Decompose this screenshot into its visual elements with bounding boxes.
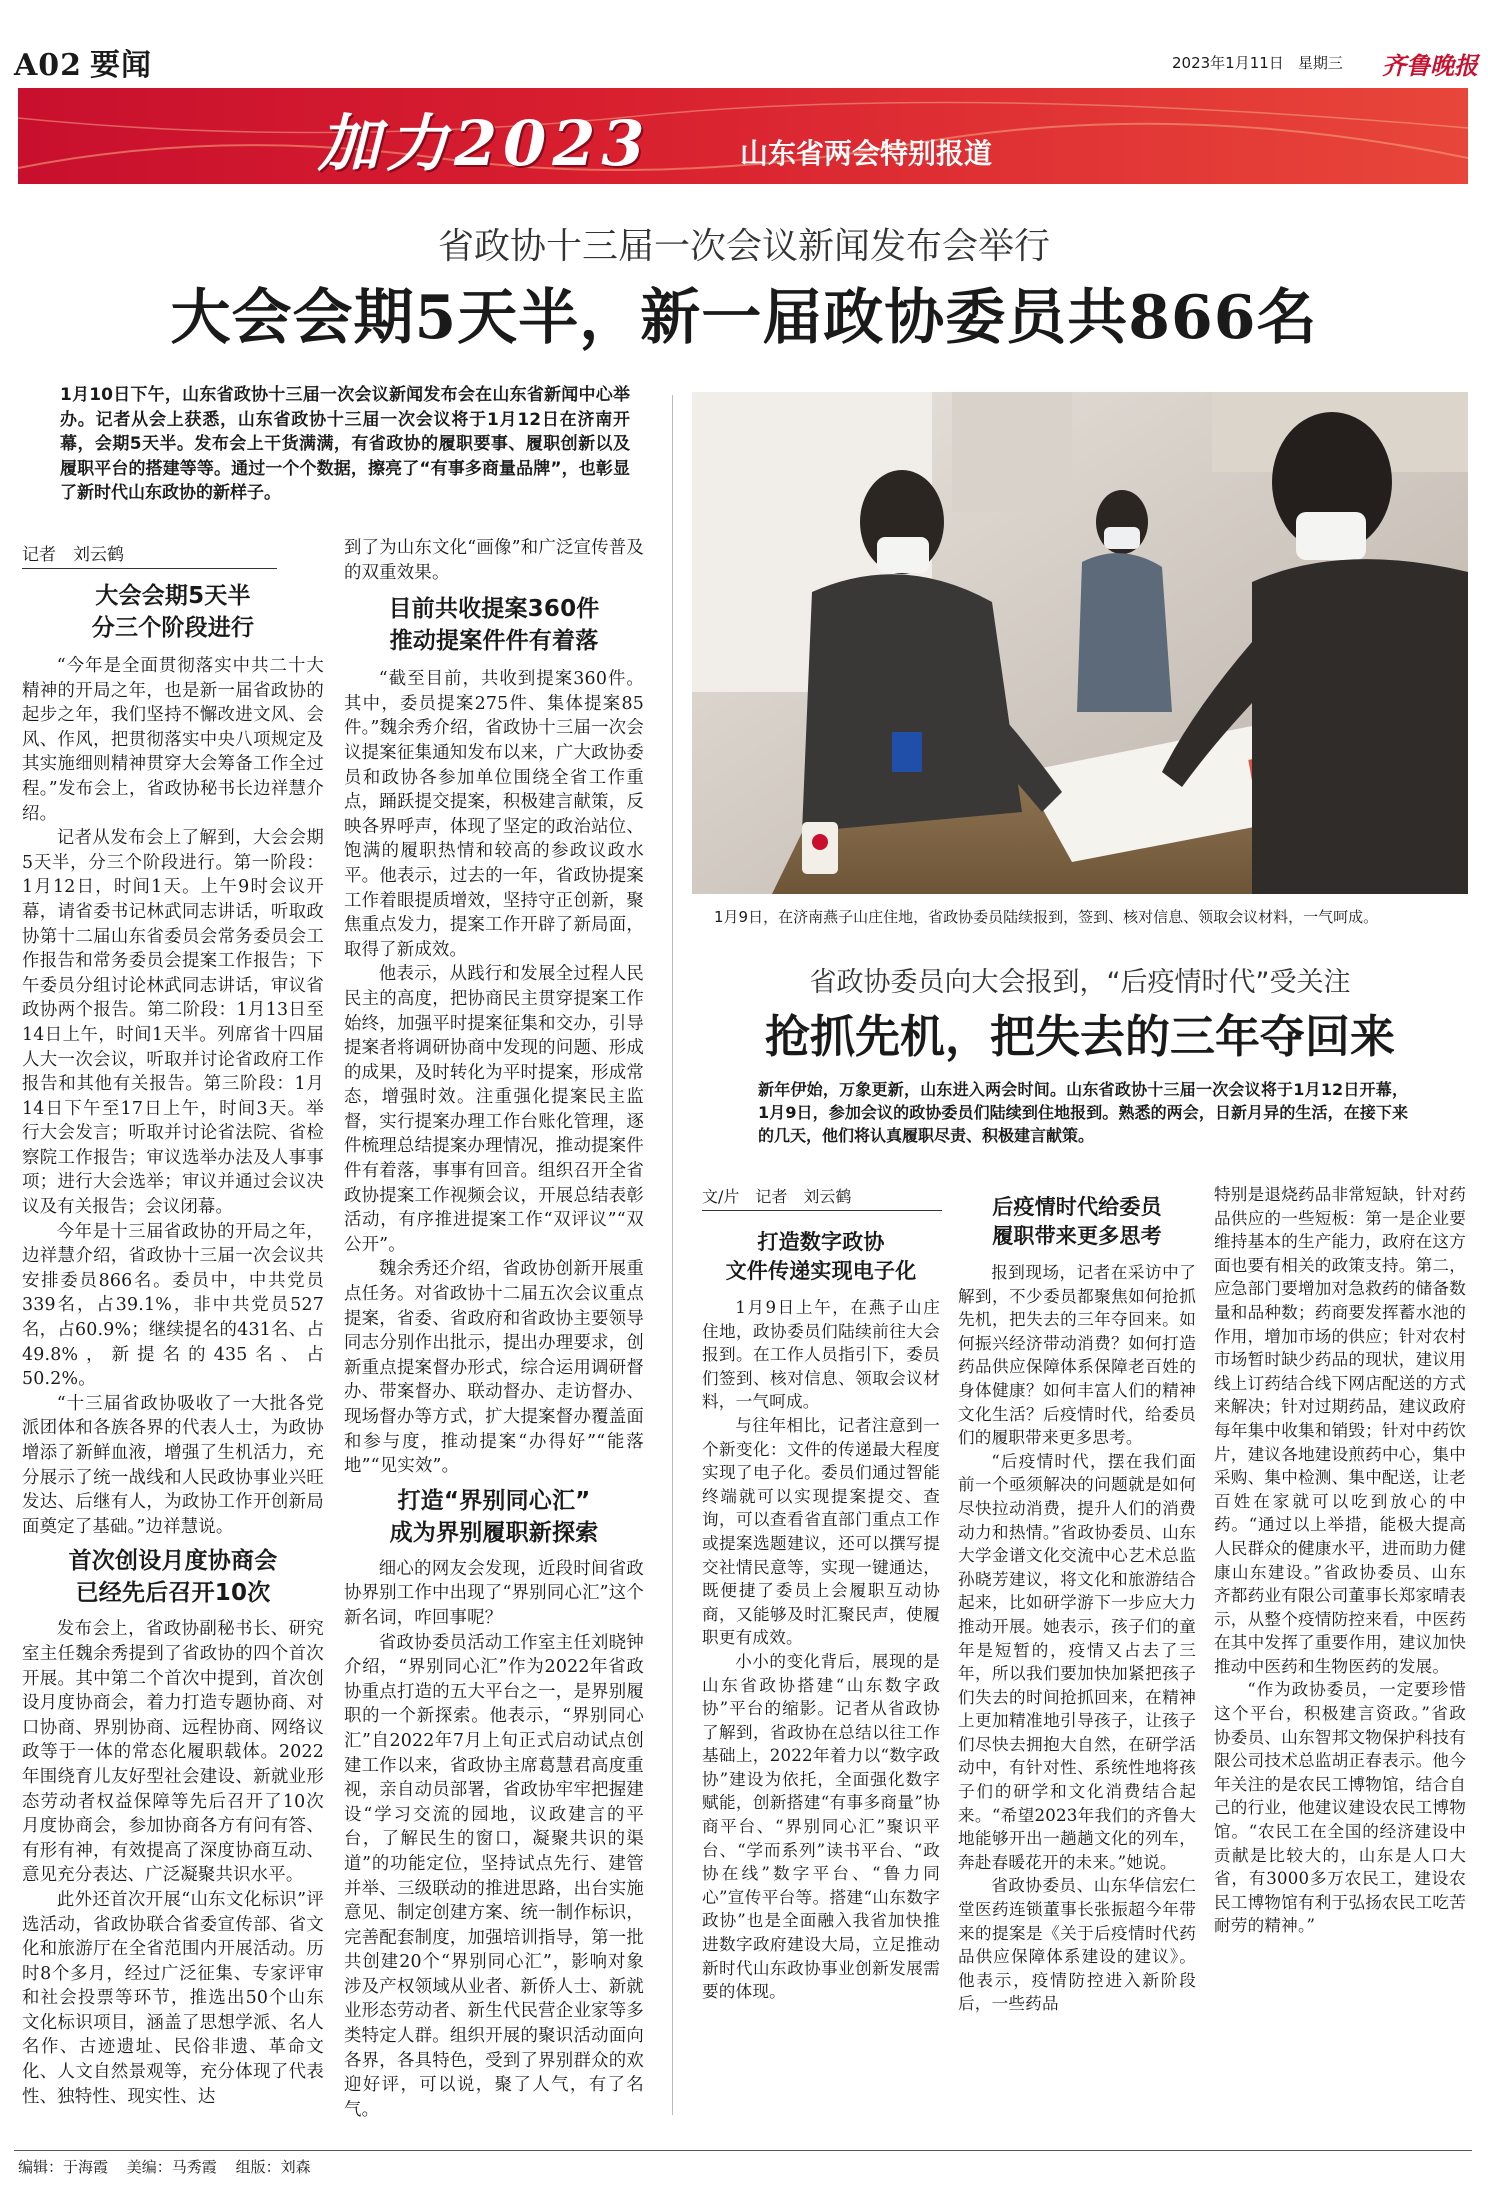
paragraph: “十三届省政协吸收了一大批各党派团体和各族各界的代表人士，为政协增添了新鲜血液，增强了生机活力，充分展示了统一战线和人民政协事业兴旺发达、后继有人，为政协工作开创新局面奠定了基础。”边祥慧说。: [22, 1393, 324, 1537]
paragraph: 记者从发布会上了解到，大会会期5天半，分三个阶段进行。第一阶段：1月12日，时间1天。上午9时会议开幕，请省委书记林武同志讲话，听取政协第十二届山东省委员会常务委员会工作报告和常务委员会提案工作报告；下午委员分组讨论林武同志讲话，审议省政协两个报告。第二阶段：1月13日至14日上午，时间1天半。列席省十四届人大一次会议，听取并讨论省政府工作报告和其他有关报告。第三阶段：1月14日下午至17日上午，时间3天。举行大会发言；听取并讨论省法院、省检察院工作报告；审议选举办法及人事事项；进行大会选举；审议并通过会议决议及有关报告；会议闭幕。: [22, 828, 324, 1218]
banner-subtitle: 山东省两会特别报道: [740, 137, 993, 170]
subhead: 打造“界别同心汇” 成为界别履职新探索: [389, 1487, 599, 1546]
subhead: 目前共收提案360件 推动提案件件有着落: [388, 596, 600, 655]
photo-caption: 1月9日，在济南燕子山庄住地，省政协委员陆续报到，签到、核对信息、领取会议材料，一气呵成。: [714, 908, 1379, 926]
page-code: A02 要闻: [14, 48, 153, 83]
column-divider: [672, 395, 673, 2115]
paragraph: 到了为山东文化“画像”和广泛宣传普及的双重效果。: [344, 538, 644, 583]
photo-illustration: [692, 392, 1468, 894]
article2-byline: 文/片 记者 刘云鹤: [702, 1184, 942, 1211]
paragraph: 特别是退烧药品非常短缺，针对药品供应的一些短板：第一是企业要维持基本的生产能力，政府在这方面也要有相关的政策支持。第二，应急部门要增加对急救药的储备数量和品种数；药商要发挥蓄水池的作用，增加市场的供应；针对农村市场暂时缺少药品的现状，建议用线上订药结合线下网店配送的方式来解决；针对过期药品，建议政府每年集中收集和销毁；针对中药饮片，建议各地建设煎药中心，集中采购、集中检测、集中配送，让老百姓在家就可以吃到放心的中药。“通过以上举措，能极大提高人民群众的健康水平，进而助力健康山东建设。”省政协委员、山东齐都药业有限公司董事长郑家晴表示，从整个疫情防控来看，中医药在其中发挥了重要作用，建议加快推动中医药和生物医药的发展。: [1214, 1185, 1466, 1676]
paragraph: “作为政协委员，一定要珍惜这个平台，积极建言资政。”省政协委员、山东智邦文物保护科技有限公司技术总监胡正春表示。他今年关注的是农民工博物馆，结合自己的行业，他建议建设农民工博物馆。“农民工在全国的经济建设中贡献是比较大的，山东是人口大省，有3000多万农民工，建设农民工博物馆有利于弘扬农民工吃苦耐劳的精神。”: [1214, 1680, 1466, 1936]
article2-kicker: 省政协委员向大会报到，“后疫情时代”受关注: [809, 967, 1351, 998]
paragraph: 今年是十三届省政协的开局之年，边祥慧介绍，省政协十三届一次会议共安排委员866名。委员中，中共党员339名，占39.1%，非中共党员527名，占60.9%；继续提名的431名、占49.8%，新提名的435名、占50.2%。: [22, 1221, 324, 1390]
section-label: 要闻: [90, 48, 153, 83]
paragraph: 省政协委员活动工作室主任刘晓钟介绍，“界别同心汇”作为2022年省政协重点打造的五大平台之一，是界别履职的一个新探索。他表示，“界别同心汇”自2022年7月上旬正式启动试点创建工作以来，省政协主席葛慧君高度重视，亲自动员部署，省政协牢牢把握建设“学习交流的园地，议政建言的平台，了解民生的窗口，凝聚共识的渠道”的功能定位，坚持试点先行、建管并举、三级联动的推进思路，出台实施意见、制定创建方案、统一制作标识，完善配套制度，加强培训指导，第一批共创建20个“界别同心汇”，影响对象涉及产权领域从业者、新侨人士、新就业形态劳动者、新生代民营企业家等多类特定人群。组织开展的聚识活动面向各界，各具特色，受到了界别群众的欢迎好评，可以说，聚了人气，有了名气。: [344, 1632, 644, 2120]
banner-title: 加力2023: [318, 107, 651, 180]
footer-editor: 编辑：于海霞: [18, 2158, 109, 2176]
paragraph: 发布会上，省政协副秘书长、研究室主任魏余秀提到了省政协的四个首次开展。其中第二个首次中提到，首次创设月度协商会，着力打造专题协商、对口协商、界别协商、远程协商、网络议政等于一体的常态化履职载体。2022年围绕育儿友好型社会建设、新就业形态劳动者权益保障等先后召开了10次月度协商会，参加协商各方有问有答、有形有神，有效提高了深度协商互动、意见充分表达、广泛凝聚共识水平。: [22, 1619, 324, 1886]
article1-headline: 大会会期5天半，新一届政协委员共866名: [170, 283, 1318, 353]
article2-column-3: [1214, 1183, 1466, 1938]
paragraph: “截至目前，共收到提案360件。其中，委员提案275件、集体提案85件。”魏余秀介绍，省政协十三届一次会议提案征集通知发布以来，广大政协委员和政协各参加单位围绕全省工作重点，踊跃提交提案，积极建言献策，反映各界呼声，体现了坚定的政治站位、饱满的履职热情和较高的参政议政水平。他表示，过去的一年，省政协提案工作着眼提质增效，坚持守正创新，聚焦重点发力，提案工作开辟了新局面，取得了新成效。: [344, 669, 644, 960]
paragraph: 省政协委员、山东华信宏仁堂医药连锁董事长张振超今年带来的提案是《关于后疫情时代药品供应保障体系建设的建议》。他表示，疫情防控进入新阶段后，一些药品: [958, 1876, 1196, 2014]
article1-column-1: [22, 572, 324, 2109]
footer-designer: 美编：马秀霞: [126, 2158, 217, 2176]
paragraph: “今年是全面贯彻落实中共二十大精神的开局之年，也是新一届省政协的起步之年，我们坚持不懈改进文风、会风、作风，把贯彻落实中央八项规定及其实施细则精神贯穿大会筹备工作全过程。”发布会上，省政协秘书长边祥慧介绍。: [22, 656, 324, 824]
article2-lead: 新年伊始，万象更新，山东进入两会时间。山东省政协十三届一次会议将于1月12日开幕，1月9日，参加会议的政协委员们陆续到住地报到。熟悉的两会，日新月异的生活，在接下来的几天，他们将认真履职尽责、积极建言献策。: [758, 1080, 1408, 1145]
footer-rule: [14, 2150, 1472, 2151]
subhead: 首次创设月度协商会 已经先后召开10次: [68, 1548, 278, 1607]
article2-column-1: [702, 1220, 940, 2004]
paragraph: 1月9日上午，在燕子山庄住地，政协委员们陆续前往大会报到。在工作人员指引下，委员们签到、核对信息、领取会议材料，一气呵成。: [702, 1298, 940, 1412]
article1-kicker: 省政协十三届一次会议新闻发布会举行: [437, 226, 1050, 267]
paper-logo: 齐鲁晚报: [1382, 51, 1478, 80]
paragraph: 与往年相比，记者注意到一个新变化：文件的传递最大程度实现了电子化。委员们通过智能终端就可以实现提案提交、查询，可以查看省直部门重点工作或提案选题建议，还可以撰写提交社情民意等，实现一键通达，既便捷了委员上会履职互动协商，又能够及时汇聚民声，使履职更有成效。: [702, 1415, 940, 1648]
article1-column-2: [344, 536, 644, 2122]
subhead: 后疫情时代给委员 履职带来更多思考: [992, 1195, 1162, 1248]
paragraph: “后疫情时代，摆在我们面前一个亟须解决的问题就是如何尽快拉动消费，提升人们的消费动力和热情。”省政协委员、山东大学金谱文化交流中心艺术总监孙晓芳建议，将文化和旅游结合起来，比如研学游下一步应大力推动开展。她表示，孩子们的童年是短暂的，疫情又占去了三年，所以我们要加快加紧把孩子们失去的时间抢抓回来，在精神上更加精准地引导孩子，让孩子们尽快去拥抱大自然，在研学活动中，有针对性、系统性地将孩子们的研学和文化消费结合起来。“希望2023年我们的齐鲁大地能够开出一趟趟文化的列车，奔赴春暖花开的未来。”她说。: [958, 1451, 1196, 1872]
paragraph: 他表示，从践行和发展全过程人民民主的高度，把协商民主贯穿提案工作始终，加强平时提案征集和交办，引导提案者将调研协商中发现的问题、形成的成果，及时转化为平时提案，形成常态，增强时效。注重强化提案民主监督，实行提案办理工作台账化管理，逐件梳理总结提案办理情况，推动提案件件有着落，事事有回音。组织召开全省政协提案工作视频会议，开展总结表彰活动，有序推进提案工作“双评议”“双公开”。: [344, 964, 644, 1255]
header-date: 2023年1月11日 星期三: [1172, 54, 1343, 72]
subhead: 大会会期5天半 分三个阶段进行: [91, 583, 255, 641]
paragraph: 此外还首次开展“山东文化标识”评选活动，省政协联合省委宣传部、省文化和旅游厅在全省范围内开展活动。历时8个多月，经过广泛征集、专家评审和社会投票等环节，推选出50个山东文化标识项目，涵盖了思想学派、名人名作、古迹遗址、民俗非遗、革命文化、人文自然景观等，充分体现了代表性、独特性、现实性、达: [22, 1889, 324, 2107]
article2-headline: 抢抓先机，把失去的三年夺回来: [764, 1010, 1395, 1063]
special-report-banner: [18, 88, 1468, 184]
paragraph: 报到现场，记者在采访中了解到，不少委员都聚焦如何抢抓先机，把失去的三年夺回来。如何振兴经济带动消费？如何打造药品供应保障体系保障老百姓的身体健康？如何丰富人们的精神文化生活？后疫情时代，给委员们的履职带来更多思考。: [958, 1263, 1196, 1448]
footer-credits: [18, 2156, 311, 2177]
footer-proof: 组版：刘森: [235, 2158, 311, 2176]
article1-lead: 1月10日下午，山东省政协十三届一次会议新闻发布会在山东省新闻中心举办。记者从会上获悉，山东省政协十三届一次会议将于1月12日在济南开幕，会期5天半。发布会上干货满满，有省政协的履职要事、履职创新以及履职平台的搭建等等。通过一个个数据，擦亮了“有事多商量品牌”，也彰显了新时代山东政协的新样子。: [60, 385, 630, 503]
paragraph: 小小的变化背后，展现的是山东省政协搭建“山东数字政协”平台的缩影。记者从省政协了解到，省政协在总结以往工作基础上，2022年着力以“数字政协”建设为依托，全面强化数字赋能，创新搭建“有事多商量”协商平台、“界别同心汇”聚识平台、“学而系列”读书平台、“政协在线”数字平台、“鲁力同心”宣传平台等。搭建“山东数字政协”也是全面融入我省加快推进数字政府建设大局，立足推动新时代山东政协事业创新发展需要的体现。: [702, 1651, 940, 2002]
news-photo: [692, 392, 1468, 894]
paragraph: 魏余秀还介绍，省政协创新开展重点任务。对省政协十二届五次会议重点提案，省委、省政府和省政协主要领导同志分别作出批示，提出办理要求，创新重点提案督办形式，综合运用调研督办、带案督办、联动督办、走访督办、现场督办等方式，扩大提案督办覆盖面和参与度，推动提案“办得好”“能落地”“见实效”。: [344, 1259, 644, 1477]
article1-byline: 记者 刘云鹤: [22, 540, 277, 569]
paragraph: 细心的网友会发现，近段时间省政协界别工作中出现了“界别同心汇”这个新名词，咋回事呢？: [344, 1558, 644, 1628]
article2-column-2: [958, 1185, 1196, 2016]
subhead: 打造数字政协 文件传递实现电子化: [725, 1230, 917, 1283]
